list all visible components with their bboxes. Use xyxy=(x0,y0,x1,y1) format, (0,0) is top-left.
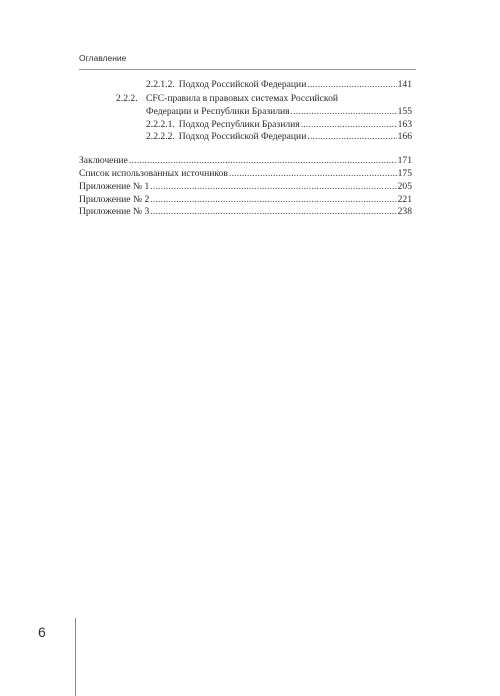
toc-leader-dots xyxy=(229,168,397,180)
toc-entry-page: 166 xyxy=(397,131,412,142)
toc-entry-title[interactable]: CFC-правила в правовых системах Российской xyxy=(146,93,339,104)
toc-leader-dots xyxy=(150,181,396,193)
toc-entry[interactable] xyxy=(146,79,412,91)
toc-entry[interactable] xyxy=(79,206,412,218)
toc-entry-title: Подход Российской Федерации xyxy=(178,131,307,142)
toc-entry-number: 2.2.2.1. xyxy=(146,119,175,130)
toc-entry-page: 171 xyxy=(397,155,412,166)
toc-entry[interactable] xyxy=(79,194,412,206)
toc-leader-dots xyxy=(129,155,397,167)
toc-entry[interactable] xyxy=(146,131,412,143)
toc-entry[interactable] xyxy=(79,168,412,180)
toc-entry[interactable] xyxy=(79,155,412,167)
toc-entry-title: Подход Республики Бразилия xyxy=(178,119,300,130)
toc-entry-page: 155 xyxy=(397,106,412,117)
toc-entry-number: 2.2.2. xyxy=(116,93,138,104)
toc-entry-number: 2.2.1.2. xyxy=(146,79,175,90)
toc-entry-title: Федерации и Республики Бразилия xyxy=(146,106,290,117)
toc-entry[interactable] xyxy=(146,119,412,131)
footer-side-rule xyxy=(75,618,76,696)
toc-leader-dots xyxy=(307,79,396,91)
toc-entry[interactable] xyxy=(79,181,412,193)
toc-leader-dots xyxy=(301,119,397,131)
running-head: Оглавление xyxy=(79,53,127,63)
toc-entry-title: Приложение № 2 xyxy=(79,194,150,205)
toc-entry-title: Приложение № 3 xyxy=(79,206,150,217)
toc-entry-title: Заключение xyxy=(79,155,128,166)
toc-entry-page: 205 xyxy=(397,181,412,192)
toc-leader-dots xyxy=(307,131,396,143)
toc-entry-page: 221 xyxy=(397,194,412,205)
toc-entry-title: Список использованных источников xyxy=(79,168,228,179)
toc-leader-dots xyxy=(150,194,396,206)
page-number: 6 xyxy=(38,624,46,640)
toc-entry-page: 141 xyxy=(397,79,412,90)
toc-entry-number: 2.2.2.2. xyxy=(146,131,175,142)
toc-entry-title: Подход Российской Федерации xyxy=(178,79,307,90)
toc-entry[interactable] xyxy=(146,106,412,118)
toc-entry-title: Приложение № 1 xyxy=(79,181,150,192)
toc-entry-page: 238 xyxy=(397,206,412,217)
toc-entry-page: 163 xyxy=(397,119,412,130)
toc-leader-dots xyxy=(150,206,396,218)
toc-entry-page: 175 xyxy=(397,168,412,179)
toc-leader-dots xyxy=(291,106,397,118)
